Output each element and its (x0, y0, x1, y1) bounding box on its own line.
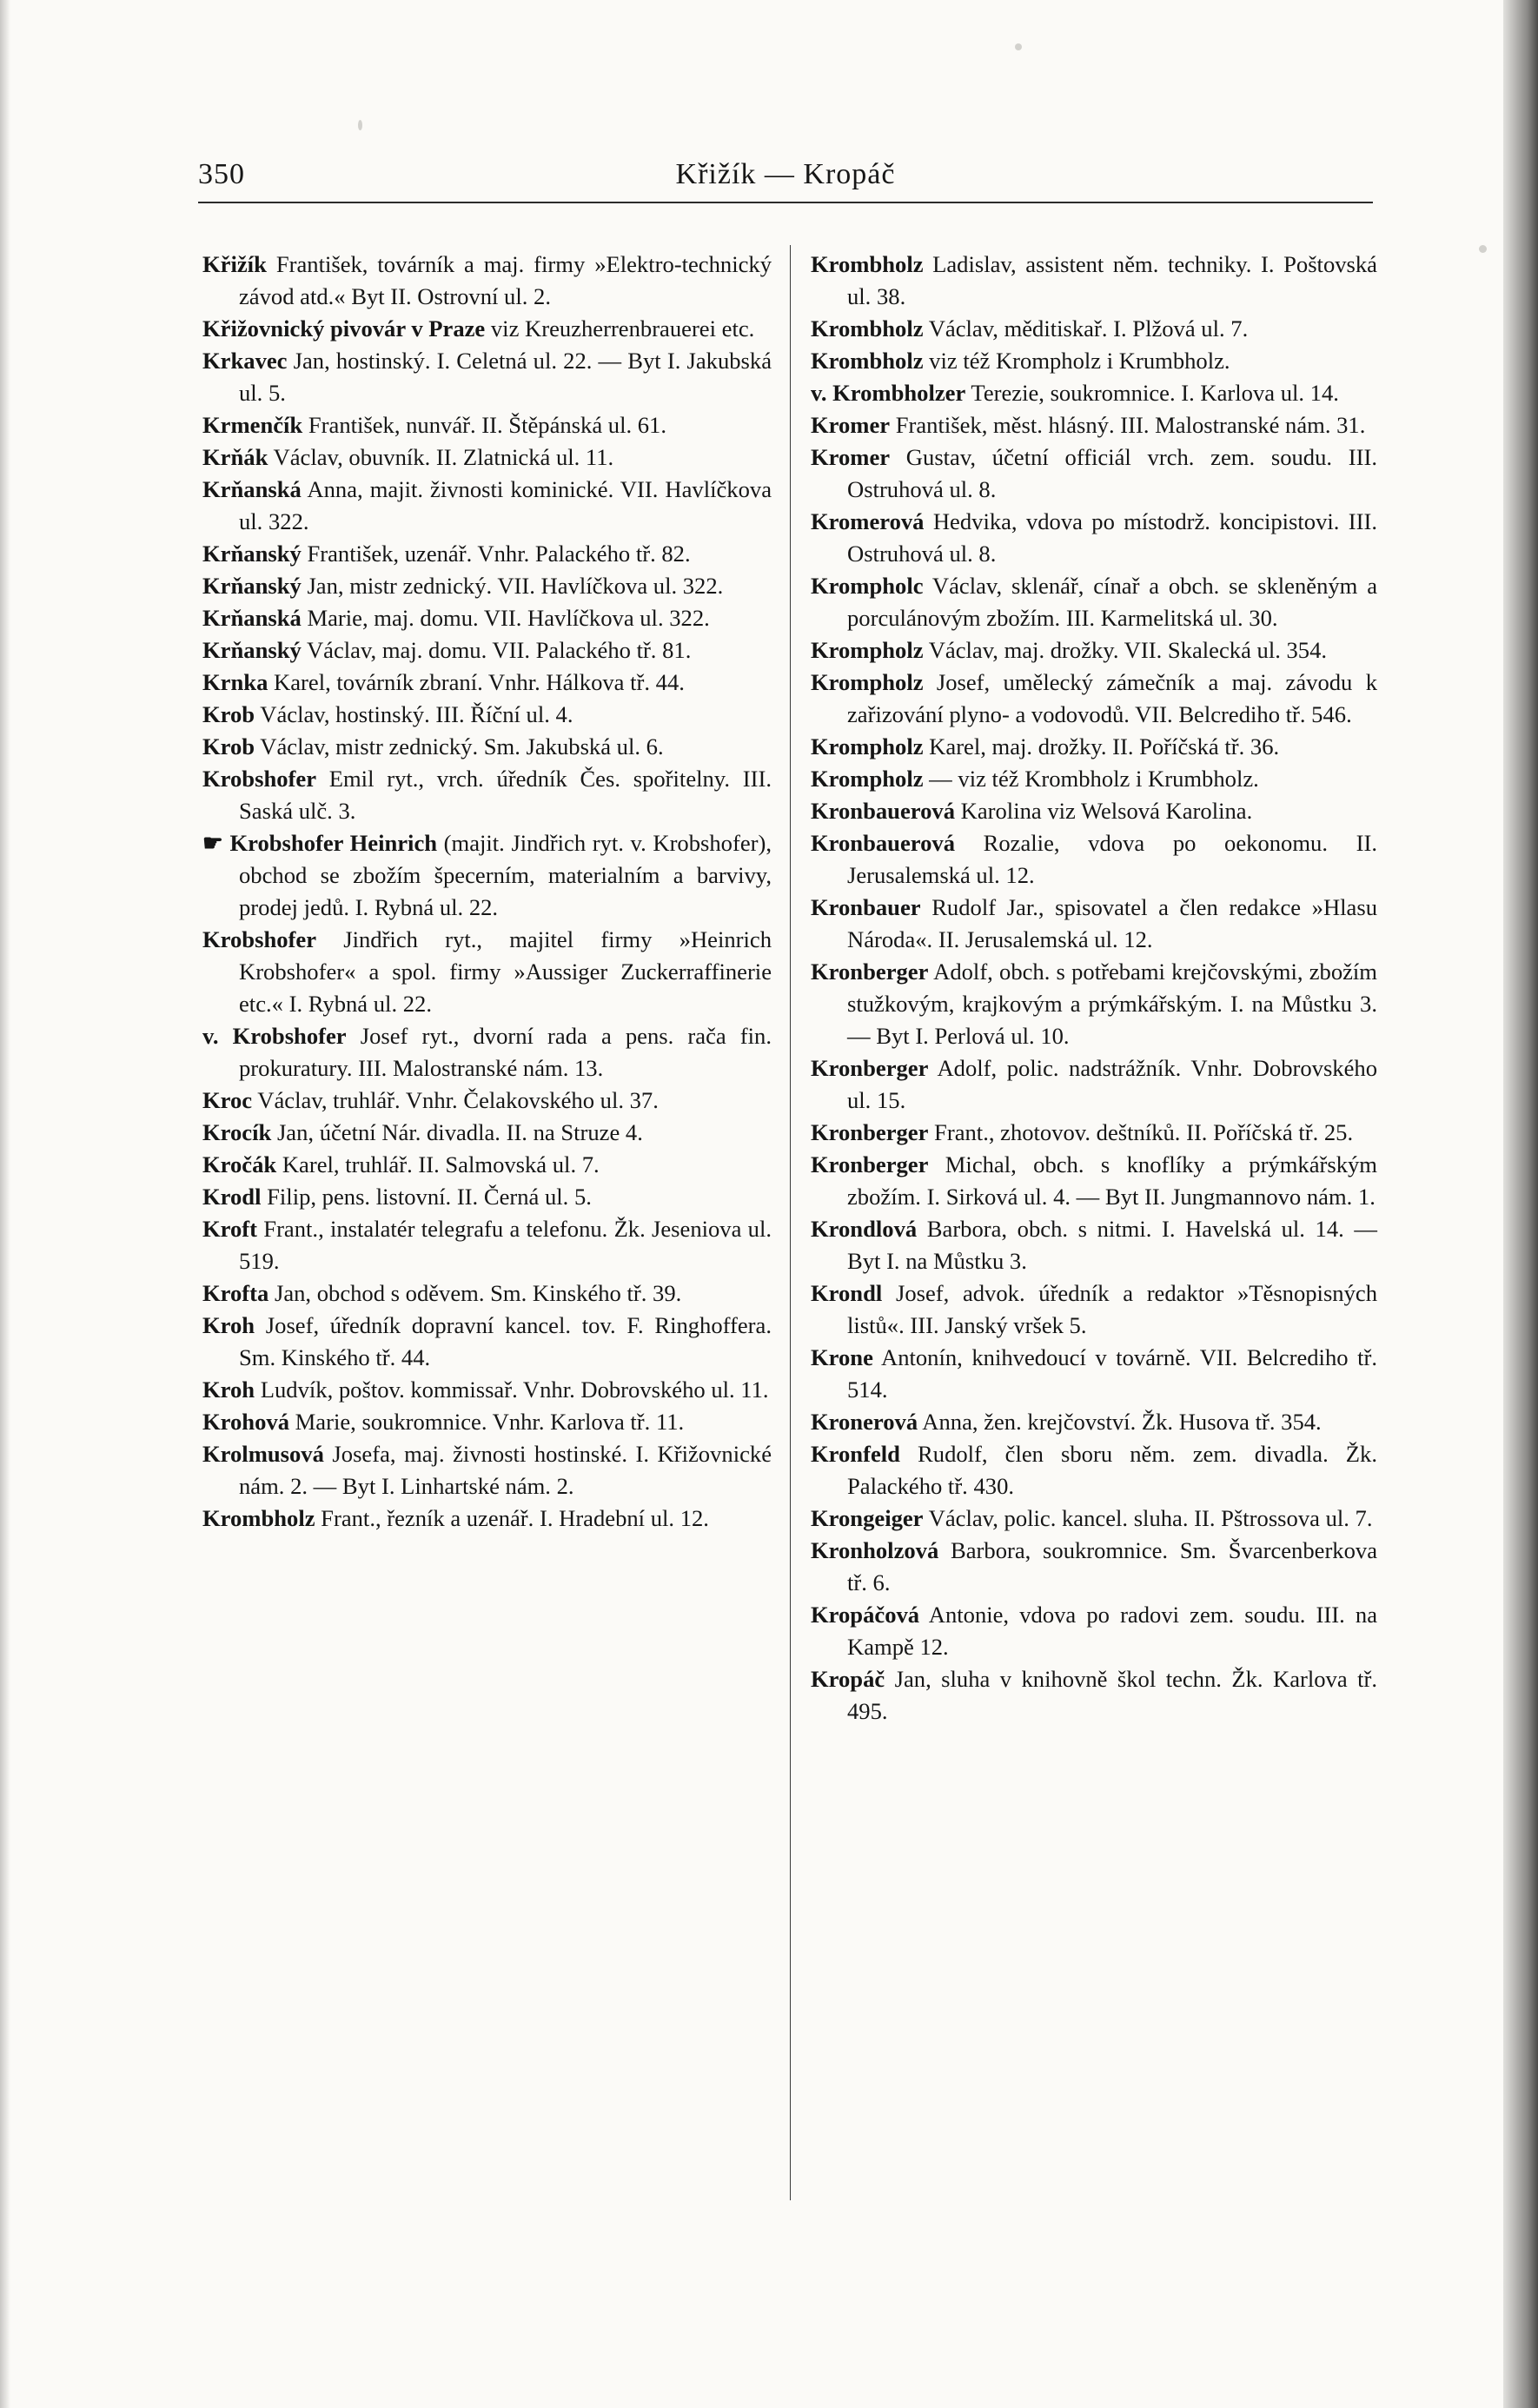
entry-name: Kroc (202, 1087, 253, 1113)
entry-name: Kroh (202, 1312, 255, 1338)
directory-entry (202, 1310, 772, 1374)
entry-details: Rudolf Jar., spisovatel a člen redakce »Hlasu Národa«. II. Jerusalemská ul. 12. (847, 894, 1377, 952)
entry-name: Krňanský (202, 573, 302, 599)
entry-name: Kronfeld (811, 1441, 900, 1467)
entry-details: Josef ryt., dvorní rada a pens. rača fin. prokuratury. III. Malostranské nám. 13. (239, 1023, 772, 1081)
entry-name: Krňanská (202, 476, 302, 502)
directory-entry (811, 956, 1377, 1052)
entry-name: v. Krombholzer (811, 380, 966, 406)
directory-entry (811, 892, 1377, 956)
directory-entry (811, 1438, 1377, 1503)
directory-entry (811, 345, 1377, 377)
entry-name: Krongeiger (811, 1505, 924, 1531)
directory-entry (811, 1213, 1377, 1277)
directory-entry (202, 924, 772, 1020)
directory-entry (202, 1374, 772, 1406)
entry-details: Jan, účetní Nár. divadla. II. na Struze 4. (271, 1119, 643, 1145)
entry-name: Krompholc (811, 573, 924, 599)
directory-entry (811, 1406, 1377, 1438)
column-divider (790, 245, 791, 2200)
entry-name: Křižovnický pivovár v Praze (202, 315, 486, 342)
directory-entry (202, 313, 772, 345)
entry-name: v. Krobshofer (202, 1023, 347, 1049)
page-edge-shadow-right (1503, 0, 1538, 2408)
entry-details: František, nunvář. II. Štěpánská ul. 61. (302, 412, 666, 438)
entry-name: Krkavec (202, 348, 288, 374)
entry-details: Adolf, obch. s potřebami krejčovskými, zbožím stužkovým, krajkovým a prýmkářským. I. na Můstku 3. — Byt I. Perlová ul. 10. (847, 959, 1377, 1049)
entry-name: Kropáčová (811, 1602, 920, 1628)
entry-details: Ludvík, poštov. kommissař. Vnhr. Dobrovského ul. 11. (255, 1376, 769, 1403)
directory-entry (202, 634, 772, 667)
entry-details: Frant., zhotovov. deštníků. II. Poříčská tř. 25. (928, 1119, 1354, 1145)
entry-name: Kromer (811, 412, 891, 438)
entry-name: Krondl (811, 1280, 883, 1306)
directory-entry (811, 1149, 1377, 1213)
entry-name: Křižík (202, 251, 267, 277)
entry-details: Antonie, vdova po radovi zem. soudu. III. na Kampě 12. (847, 1602, 1377, 1660)
directory-entry (202, 345, 772, 409)
entry-details: Václav, obuvník. II. Zlatnická ul. 11. (268, 444, 614, 470)
directory-entry (811, 1117, 1377, 1149)
entry-details: Josef, umělecký zámečník a maj. závodu k zařizování plyno- a vodovodů. VII. Belcrediho tř. 546. (847, 669, 1377, 727)
entry-name: ☛ Krobshofer Heinrich (202, 830, 438, 856)
directory-entry (811, 249, 1377, 313)
directory-entry (811, 506, 1377, 570)
entry-name: Krombholz (811, 251, 924, 277)
running-title: Křižík — Kropáč (675, 158, 896, 190)
entry-details: Frant., řezník a uzenář. I. Hradební ul. 12. (315, 1505, 709, 1531)
page-edge-shadow-left (0, 0, 10, 2408)
entry-details: František, měst. hlásný. III. Malostranské nám. 31. (890, 412, 1366, 438)
page-header (198, 153, 1373, 195)
left-column (202, 249, 772, 1535)
entry-name: Kronbauerová (811, 830, 955, 856)
directory-entry (202, 538, 772, 570)
entry-details: Rudolf, člen sboru něm. zem. divadla. Žk. Palackého tř. 430. (847, 1441, 1377, 1499)
directory-entry (202, 441, 772, 474)
directory-entry (202, 1085, 772, 1117)
entry-name: Kroh (202, 1376, 255, 1403)
entry-details: František, uzenář. Vnhr. Palackého tř. 82. (301, 541, 691, 567)
entry-details: Karel, maj. drožky. II. Poříčská tř. 36. (923, 733, 1280, 760)
entry-details: Josef, advok. úředník a redaktor »Těsnopisných listů«. III. Janský vršek 5. (847, 1280, 1377, 1338)
entry-name: Kronbauerová (811, 798, 955, 824)
directory-entry (202, 1213, 772, 1277)
entry-details: Antonín, knihvedoucí v továrně. VII. Belcrediho tř. 514. (847, 1344, 1377, 1403)
directory-entry (202, 1149, 772, 1181)
directory-entry (811, 441, 1377, 506)
page-number: 350 (198, 158, 245, 190)
entry-details: Ladislav, assistent něm. techniky. I. Poštovská ul. 38. (847, 251, 1377, 309)
entry-details: Anna, majit. živnosti kominické. VII. Havlíčkova ul. 322. (239, 476, 772, 534)
entry-name: Kronberger (811, 1151, 929, 1177)
entry-name: Krolmusová (202, 1441, 324, 1467)
directory-entry (811, 1342, 1377, 1406)
entry-name: Kropáč (811, 1666, 885, 1692)
directory-entry (202, 1438, 772, 1503)
directory-entry (202, 731, 772, 763)
entry-name: Krňák (202, 444, 268, 470)
entry-name: Krompholz (811, 669, 924, 695)
entry-details: Václav, maj. domu. VII. Palackého tř. 81. (301, 637, 692, 663)
entry-details: Emil ryt., vrch. úředník Čes. spořitelny. III. Saská ulč. 3. (239, 766, 772, 824)
entry-name: Krombholz (811, 348, 924, 374)
entry-name: Kronholzová (811, 1537, 939, 1563)
directory-entry (202, 827, 772, 924)
entry-details: Jan, hostinský. I. Celetná ul. 22. — Byt I. Jakubská ul. 5. (239, 348, 772, 406)
entry-name: Krob (202, 701, 255, 727)
entry-name: Kronberger (811, 1055, 929, 1081)
entry-details: Marie, maj. domu. VII. Havlíčkova ul. 322. (301, 605, 710, 631)
entry-name: Krompholz (811, 733, 924, 760)
entry-details: Jan, mistr zednický. VII. Havlíčkova ul. 322. (301, 573, 724, 599)
entry-details: viz Kreuzherrenbrauerei etc. (485, 315, 755, 342)
entry-name: Kronberger (811, 959, 929, 985)
directory-entry (811, 1663, 1377, 1728)
entry-name: Kronbauer (811, 894, 921, 920)
paper-speck (1479, 245, 1487, 253)
directory-entry (811, 313, 1377, 345)
entry-details: Karolina viz Welsová Karolina. (955, 798, 1253, 824)
directory-entry (811, 377, 1377, 409)
entry-name: Krompholz (811, 637, 924, 663)
entry-details: viz též Krompholz i Krumbholz. (923, 348, 1230, 374)
entry-name: Kromer (811, 444, 891, 470)
directory-entry (202, 602, 772, 634)
directory-entry (202, 1117, 772, 1149)
entry-name: Krocík (202, 1119, 272, 1145)
entry-name: Kronberger (811, 1119, 929, 1145)
entry-name: Krombholz (202, 1505, 315, 1531)
directory-entry (811, 763, 1377, 795)
entry-details: Jan, obchod s oděvem. Sm. Kinského tř. 39. (268, 1280, 682, 1306)
directory-entry (202, 1503, 772, 1535)
entry-details: Václav, truhlář. Vnhr. Čelakovského ul. 37. (252, 1087, 659, 1113)
entry-details: Rozalie, vdova po oekonomu. II. Jerusalemská ul. 12. (847, 830, 1377, 888)
entry-name: Krmenčík (202, 412, 303, 438)
directory-entry (811, 634, 1377, 667)
directory-entry (811, 795, 1377, 827)
entry-details: — viz též Krombholz i Krumbholz. (923, 766, 1259, 792)
entry-name: Krondlová (811, 1216, 918, 1242)
directory-entry (202, 667, 772, 699)
entry-name: Krobshofer (202, 926, 316, 952)
entry-details: Gustav, účetní officiál vrch. zem. soudu. III. Ostruhová ul. 8. (847, 444, 1377, 502)
entry-details: Jindřich ryt., majitel firmy »Heinrich Krobshofer« a spol. firmy »Aussiger Zuckerraffinerie etc.« I. Rybná ul. 22. (239, 926, 772, 1017)
entry-details: Terezie, soukromnice. I. Karlova ul. 14. (965, 380, 1339, 406)
directory-entry (811, 570, 1377, 634)
right-column (811, 249, 1377, 1728)
entry-details: Anna, žen. krejčovství. Žk. Husova tř. 354. (918, 1409, 1322, 1435)
entry-name: Krňanská (202, 605, 302, 631)
directory-entry (811, 1052, 1377, 1117)
entry-details: Karel, truhlář. II. Salmovská ul. 7. (276, 1151, 600, 1177)
paper-speck (1015, 43, 1022, 50)
directory-entry (202, 1020, 772, 1085)
directory-entry (811, 1503, 1377, 1535)
entry-details: Josefa, maj. živnosti hostinské. I. Křižovnické nám. 2. — Byt I. Linhartské nám. 2. (239, 1441, 772, 1499)
entry-name: Kroft (202, 1216, 258, 1242)
entry-details: Karel, továrník zbraní. Vnhr. Hálkova tř. 44. (268, 669, 685, 695)
directory-entry (202, 1406, 772, 1438)
entry-name: Kronerová (811, 1409, 918, 1435)
directory-entry (811, 1599, 1377, 1663)
entry-details: Hedvika, vdova po místodrž. koncipistovi. III. Ostruhová ul. 8. (847, 508, 1377, 567)
entry-details: Václav, hostinský. III. Říční ul. 4. (255, 701, 573, 727)
entry-name: Krodl (202, 1184, 262, 1210)
entry-details: Barbora, obch. s nitmi. I. Havelská ul. 14. — Byt I. na Můstku 3. (847, 1216, 1377, 1274)
directory-entry (202, 249, 772, 313)
entry-name: Krofta (202, 1280, 269, 1306)
entry-details: Václav, sklenář, cínař a obch. se skleněným a porculánovým zbožím. III. Karmelitská ul. 30. (847, 573, 1377, 631)
directory-entry (811, 1535, 1377, 1599)
directory-entry (202, 1181, 772, 1213)
directory-entry (202, 699, 772, 731)
directory-entry (811, 731, 1377, 763)
entry-details: Václav, polic. kancel. sluha. II. Pštrossova ul. 7. (923, 1505, 1373, 1531)
entry-details: Michal, obch. s knoflíky a prýmkářským zbožím. I. Sirková ul. 4. — Byt II. Jungmannovo nám. 1. (847, 1151, 1377, 1210)
directory-entry (202, 570, 772, 602)
entry-name: Krone (811, 1344, 873, 1370)
directory-entry (202, 409, 772, 441)
directory-entry (811, 827, 1377, 892)
entry-details: Václav, měditiskař. I. Plžová ul. 7. (923, 315, 1249, 342)
directory-entry (811, 1277, 1377, 1342)
entry-name: Krombholz (811, 315, 924, 342)
directory-entry (811, 409, 1377, 441)
entry-details: Josef, úředník dopravní kancel. tov. F. Ringhoffera. Sm. Kinského tř. 44. (239, 1312, 772, 1370)
entry-name: Krobshofer (202, 766, 316, 792)
entry-details: Filip, pens. listovní. II. Černá ul. 5. (261, 1184, 592, 1210)
entry-details: Václav, mistr zednický. Sm. Jakubská ul. 6. (255, 733, 664, 760)
entry-name: Krob (202, 733, 255, 760)
entry-details: Frant., instalatér telegrafu a telefonu. Žk. Jeseniova ul. 519. (239, 1216, 772, 1274)
entry-details: Marie, soukromnice. Vnhr. Karlova tř. 11. (289, 1409, 685, 1435)
entry-details: (majit. Jindřich ryt. v. Krobshofer), obchod se zbožím špecerním, materialním a barvivy, prodej jedů. I. Rybná ul. 22. (239, 830, 772, 920)
entry-name: Kromerová (811, 508, 925, 534)
entry-details: Barbora, soukromnice. Sm. Švarcenberkova tř. 6. (847, 1537, 1377, 1595)
header-rule (198, 202, 1373, 203)
paper-speck (358, 120, 362, 130)
entry-details: František, továrník a maj. firmy »Elektro-technický závod atd.« Byt II. Ostrovní ul. 2. (239, 251, 772, 309)
entry-name: Krohová (202, 1409, 289, 1435)
entry-name: Krompholz (811, 766, 924, 792)
entry-details: Adolf, polic. nadstrážník. Vnhr. Dobrovského ul. 15. (847, 1055, 1377, 1113)
directory-entry (202, 763, 772, 827)
entry-details: Václav, maj. drožky. VII. Skalecká ul. 354. (923, 637, 1328, 663)
entry-name: Kročák (202, 1151, 277, 1177)
directory-entry (811, 667, 1377, 731)
directory-entry (202, 1277, 772, 1310)
entry-name: Krňanský (202, 541, 302, 567)
entry-name: Krnka (202, 669, 268, 695)
entry-name: Krňanský (202, 637, 302, 663)
directory-entry (202, 474, 772, 538)
entry-details: Jan, sluha v knihovně škol techn. Žk. Karlova tř. 495. (847, 1666, 1377, 1724)
